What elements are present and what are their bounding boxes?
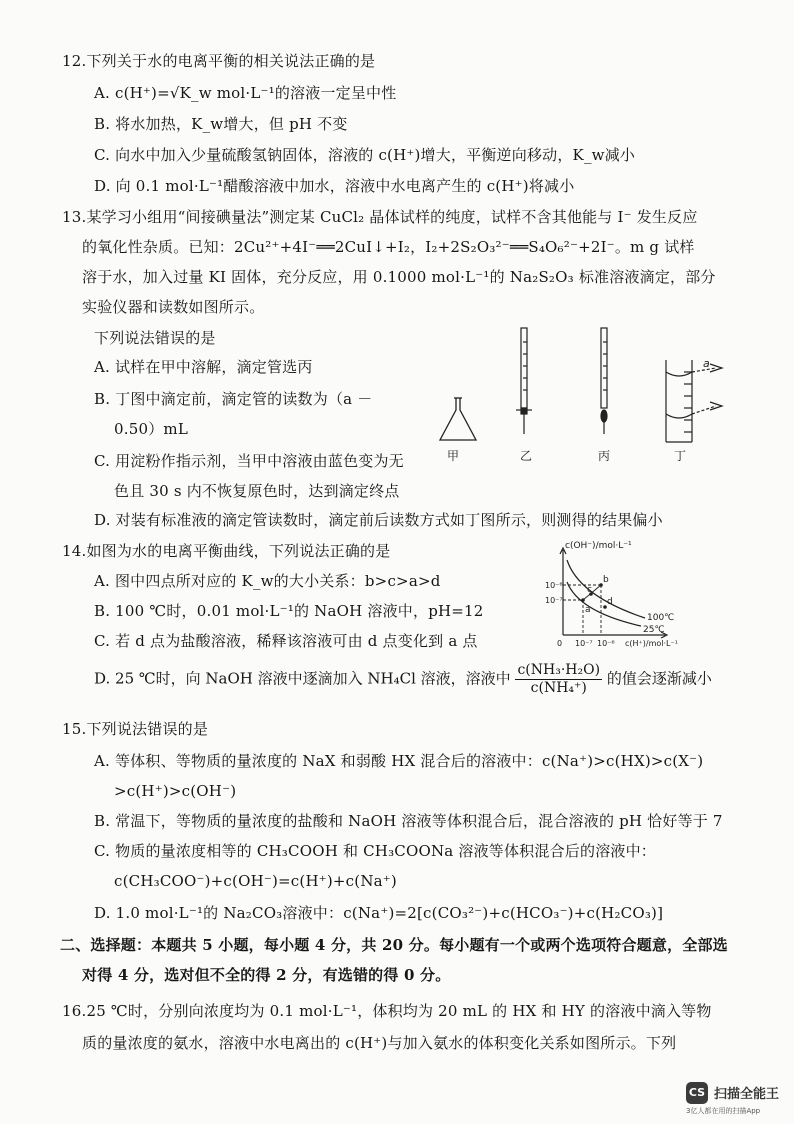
section2-heading-2: 对得 4 分，选对但不全的得 2 分，有选错的得 0 分。: [82, 966, 451, 984]
q15-option-c-2: c(CH₃COO⁻)+c(OH⁻)=c(H⁺)+c(Na⁺): [114, 872, 397, 890]
q13-stem-2: 的氧化性杂质。已知：2Cu²⁺+4I⁻══2CuI↓+I₂，I₂+2S₂O₃²⁻══S₄O₆²⁻+2I⁻。m g 试样: [82, 238, 695, 256]
q14-option-d-numerator: c(NH₃·H₂O): [517, 662, 601, 678]
q14-option-d: [94, 662, 712, 697]
q14-option-a: A. 图中四点所对应的 K_w的大小关系：b>c>a>d: [94, 572, 441, 590]
burette-reading-icon: [666, 360, 722, 442]
graph-x1: 10⁻⁷: [575, 639, 593, 648]
q14-option-d-post: 的值会逐渐减小: [606, 669, 712, 688]
q13-option-d: D. 对装有标准液的滴定管读数时，滴定前后读数方式如丁图所示，则测得的结果偏小: [94, 511, 663, 529]
q14-option-d-denominator: c(NH₄⁺): [530, 680, 587, 696]
scanner-watermark: [686, 1080, 786, 1118]
q14-option-d-fraction: [515, 662, 602, 697]
label-jia: 甲: [447, 449, 460, 463]
q14-option-b: B. 100 ℃时，0.01 mol·L⁻¹的 NaOH 溶液中，pH=12: [94, 602, 484, 620]
q15-option-c-1: C. 物质的量浓度相等的 CH₃COOH 和 CH₃COONa 溶液等体积混合后的溶液中：: [94, 842, 656, 860]
q13-stem-3: 溶于水，加入过量 KI 固体，充分反应，用 0.1000 mol·L⁻¹的 Na₂S₂O₃ 标准溶液滴定，部分: [82, 268, 716, 286]
watermark-subtitle: 3亿人都在用的扫描App: [686, 1107, 761, 1115]
graph-x2: 10⁻⁶: [597, 639, 615, 648]
reading-mark-a: a: [703, 357, 710, 370]
q14-option-c: C. 若 d 点为盐酸溶液，稀释该溶液可由 d 点变化到 a 点: [94, 632, 478, 650]
graph-point-c: c: [587, 585, 592, 595]
q13-option-a: A. 试样在甲中溶解，滴定管选丙: [94, 358, 313, 376]
q15-option-a-2: >c(H⁺)>c(OH⁻): [114, 782, 237, 800]
q13-stem-4: 实验仪器和读数如图所示。: [82, 298, 265, 316]
label-ding: 丁: [674, 449, 687, 463]
q16-line-2: 质的量浓度的氨水，溶液中水电离出的 c(H⁺)与加入氨水的体积变化关系如图所示。下列: [82, 1034, 677, 1052]
water-ionization-graph: [545, 540, 725, 650]
graph-y2: 10⁻⁷: [545, 596, 563, 605]
q12-stem: 12.下列关于水的电离平衡的相关说法正确的是: [62, 52, 376, 70]
q13-stem-1: 13.某学习小组用“间接碘量法”测定某 CuCl₂ 晶体试样的纯度，试样不含其他能与 I⁻ 发生反应: [62, 208, 698, 226]
cs-logo-icon: CS: [686, 1082, 708, 1104]
q12-option-a: A. c(H⁺)=√K_w mol·L⁻¹的溶液一定呈中性: [94, 84, 397, 102]
q12-option-d: D. 向 0.1 mol·L⁻¹醋酸溶液中加水，溶液中水电离产生的 c(H⁺)将减小: [94, 177, 575, 195]
watermark-name: 扫描全能王: [714, 1087, 780, 1102]
q12-option-b: B. 将水加热，K_w增大，但 pH 不变: [94, 115, 348, 133]
graph-point-b: b: [603, 575, 609, 585]
q15-option-b: B. 常温下，等物质的量浓度的盐酸和 NaOH 溶液等体积混合后，混合溶液的 pH 恰好等于 7: [94, 812, 723, 830]
graph-xlabel: c(H⁺)/mol·L⁻¹: [625, 639, 678, 648]
graph-ylabel: c(OH⁻)/mol·L⁻¹: [565, 541, 632, 551]
graph-x0: 0: [557, 639, 563, 648]
conical-flask-icon: [440, 398, 476, 440]
q15-option-d: D. 1.0 mol·L⁻¹的 Na₂CO₃溶液中：c(Na⁺)=2[c(CO₃²⁻)+c(HCO₃⁻)+c(H₂CO₃)]: [94, 904, 664, 922]
q14-option-d-pre: D. 25 ℃时，向 NaOH 溶液中逐滴加入 NH₄Cl 溶液，溶液中: [94, 669, 511, 688]
q12-option-c: C. 向水中加入少量硫酸氢钠固体，溶液的 c(H⁺)增大，平衡逆向移动，K_w减小: [94, 146, 636, 164]
q13-ask: 下列说法错误的是: [94, 329, 216, 347]
q13-option-b-1: B. 丁图中滴定前，滴定管的读数为（a －: [94, 390, 373, 408]
q13-option-c-2: 色且 30 s 内不恢复原色时，达到滴定终点: [114, 482, 400, 500]
graph-curve-100c: 100℃: [647, 613, 675, 623]
q13-option-b-2: 0.50）mL: [114, 420, 188, 438]
graph-y1: 10⁻⁶: [545, 581, 563, 590]
graph-curve-25c: 25℃: [643, 625, 665, 635]
graph-point-d: d: [607, 597, 613, 607]
burette-base-icon: [601, 328, 607, 434]
graph-point-a: a: [585, 605, 591, 615]
q14-stem: 14.如图为水的电离平衡曲线，下列说法正确的是: [62, 542, 391, 560]
q15-option-a-1: A. 等体积、等物质的量浓度的 NaX 和弱酸 HX 混合后的溶液中：c(Na⁺)>c(HX)>c(X⁻): [94, 752, 704, 770]
label-bing: 丙: [598, 449, 611, 463]
burette-acid-icon: [516, 328, 532, 434]
curve-25c: [567, 582, 641, 626]
q13-option-c-1: C. 用淀粉作指示剂，当甲中溶液由蓝色变为无: [94, 452, 404, 470]
q16-line-1: 16.25 ℃时，分别向浓度均为 0.1 mol·L⁻¹，体积均为 20 mL 的 HX 和 HY 的溶液中滴入等物: [62, 1002, 712, 1020]
apparatus-figure: [430, 322, 730, 472]
q15-stem: 15.下列说法错误的是: [62, 720, 209, 738]
label-yi: 乙: [520, 449, 533, 463]
curve-100c: [567, 560, 645, 618]
section2-heading-1: 二、选择题：本题共 5 小题，每小题 4 分，共 20 分。每小题有一个或两个选项符合题意，全部选: [60, 936, 728, 954]
